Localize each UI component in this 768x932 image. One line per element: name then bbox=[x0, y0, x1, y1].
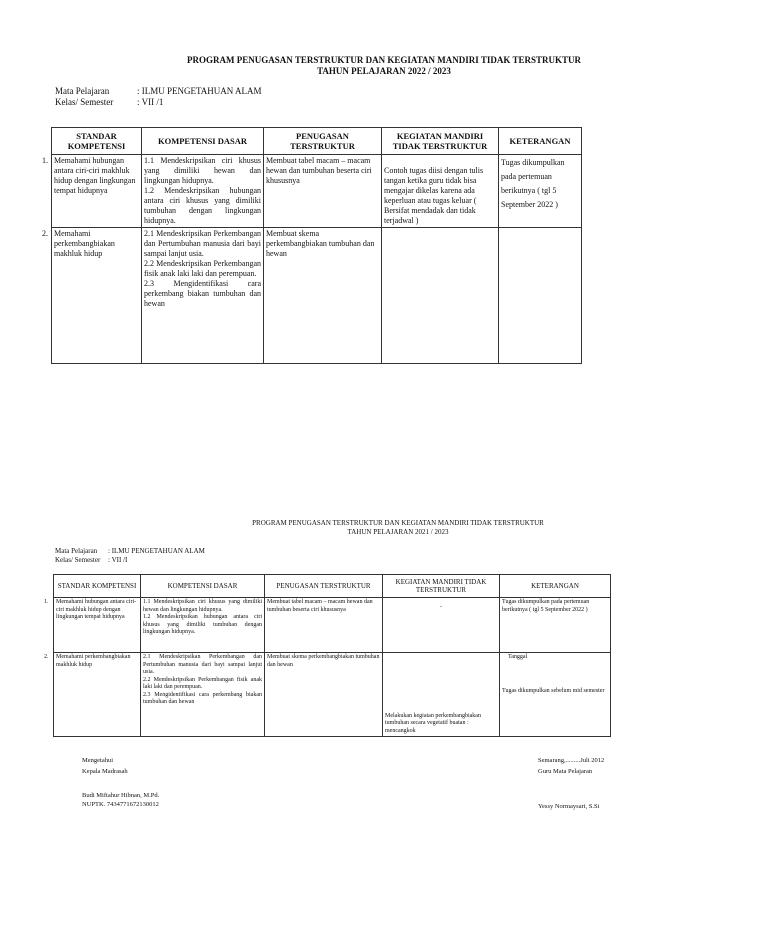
cell-sk bbox=[42, 228, 142, 364]
sk-text: Memahami perkembangbiakan makhluk hidup bbox=[56, 654, 131, 668]
cell-mandiri bbox=[382, 155, 499, 228]
mapel-label: Mata Pelajaran bbox=[55, 86, 110, 96]
table-header-row bbox=[54, 575, 611, 598]
mandiri-text: Contoh tugas diisi dengan tulis tangan ketika guru tidak bisa mengajar dikelas karena ada keperluan atau tugas keluar ( Bersifat mendadak dan tidak terjadwal ) bbox=[384, 166, 484, 225]
kelas-label: Kelas/ Semester bbox=[55, 97, 114, 107]
cell-sk bbox=[42, 155, 142, 228]
cell-keterangan bbox=[499, 228, 582, 364]
cell-sk bbox=[44, 653, 141, 737]
table-row bbox=[54, 653, 611, 737]
kd-item: 1.2 Mendeskripsikan hubungan antara ciri khusus yang dimiliki tumbuhan dengan lingkungan hidupnya. bbox=[143, 614, 262, 635]
cell-tugas: Membuat tabel macam – macam hewan dan tumbuhan beserta ciri khususnya bbox=[264, 155, 382, 228]
cell-sk bbox=[44, 598, 141, 653]
sig-right-line2: Guru Mata Pelajaran bbox=[538, 768, 593, 775]
keterangan-date: Tanggal bbox=[508, 654, 528, 660]
kelas-label: Kelas/ Semester bbox=[55, 556, 101, 564]
doc1-title bbox=[0, 55, 768, 77]
header-standar-kompetensi: STANDAR KOMPETENSI bbox=[52, 128, 142, 155]
cell-kd bbox=[141, 598, 265, 653]
kd-item: 2.3 Mengidentifikasi cara perkembang biakan tumbuhan dan hewan bbox=[143, 691, 262, 705]
doc2-title-line2: TAHUN PELAJARAN 2021 / 2023 bbox=[347, 528, 449, 536]
sk-text: Memahami hubungan antara ciri-ciri makhluk hidup dengan lingkungan tempat hidupnya bbox=[56, 599, 137, 620]
cell-tugas: Membuat skema perkembangbiakan tumbuhan dan hewan bbox=[265, 653, 383, 737]
keterangan-text: Tugas dikumpulkan sebelum mid semester bbox=[502, 687, 605, 694]
row-number: 2. bbox=[44, 654, 49, 660]
doc2-title bbox=[0, 519, 768, 537]
header-keterangan: KETERANGAN bbox=[500, 575, 611, 598]
header-penugasan-terstruktur: PENUGASAN TERSTRUKTUR bbox=[264, 128, 382, 155]
header-standar-kompetensi: STANDAR KOMPETENSI bbox=[54, 575, 141, 598]
doc2-meta bbox=[55, 547, 205, 565]
cell-kd bbox=[142, 155, 264, 228]
sig-right-line1: Semarang,.........Juli 2012 bbox=[538, 757, 605, 764]
mapel-label: Mata Pelajaran bbox=[55, 547, 98, 555]
kd-item: 2.1 Mendeskripsikan Perkembangan dan Pertumbuhan manusia dari bayi sampai lanjut usia. bbox=[144, 229, 261, 258]
row-number: 2. bbox=[42, 229, 48, 238]
header-kompetensi-dasar: KOMPETENSI DASAR bbox=[142, 128, 264, 155]
cell-mandiri: - bbox=[383, 598, 500, 653]
sk-text: Memahami perkembangbiakan makhluk hidup bbox=[54, 229, 115, 258]
kelas-value: : VII /1 bbox=[137, 97, 164, 107]
kd-item: 2.2 Mendeskripsikan Perkembangan fisik anak laki laki dan perempuan. bbox=[144, 259, 261, 278]
kd-item: 2.2 Mendeskripsikan Perkembangan fisik anak laki laki dan perempuan. bbox=[143, 676, 262, 690]
sk-text: Memahami hubungan antara ciri-ciri makhluk hidup dengan lingkungan tempat hidupnya bbox=[54, 156, 136, 195]
doc1-table bbox=[42, 127, 582, 364]
header-kegiatan-mandiri: KEGIATAN MANDIRI TIDAK TERSTRUKTUR bbox=[383, 575, 500, 598]
table-header-row bbox=[52, 128, 582, 155]
sig-left-name: Budi Miftahur Hibnan, M.Pd. bbox=[82, 792, 160, 799]
doc1-title-line1: PROGRAM PENUGASAN TERSTRUKTUR DAN KEGIATAN MANDIRI TIDAK TERSTRUKTUR bbox=[187, 55, 581, 65]
cell-kd bbox=[142, 228, 264, 364]
cell-keterangan: Tugas dikumpulkan pada pertemuan berikutnya ( tgl 5 September 2022 ) bbox=[499, 155, 582, 228]
row-number: 1. bbox=[44, 599, 49, 605]
doc2-table bbox=[44, 574, 611, 737]
cell-tugas: Membuat tabel macam – macam hewan dan tumbuhan beserta ciri khususnya bbox=[265, 598, 383, 653]
cell-tugas: Membuat skema perkembangbiakan tumbuhan dan hewan bbox=[264, 228, 382, 364]
sig-left-id: NUPTK. 7434771672130012 bbox=[82, 801, 159, 808]
table-row bbox=[52, 228, 582, 364]
kd-item: 1.1 Mendeskripsikan ciri khusus yang dimiliki hewan dan lingkungan hidupnya. bbox=[143, 599, 262, 613]
header-penugasan-terstruktur: PENUGASAN TERSTRUKTUR bbox=[265, 575, 383, 598]
kd-item: 1.1 Mendeskripsikan ciri khusus yang dimiliki hewan dan lingkungan hidupnya. bbox=[144, 156, 261, 185]
row-number: 1. bbox=[42, 156, 48, 165]
kd-item: 2.3 Mengidentifikasi cara perkembang biakan tumbuhan dan hewan bbox=[144, 279, 261, 308]
sig-left-line2: Kepala Madrasah bbox=[82, 768, 128, 775]
cell-keterangan bbox=[500, 653, 611, 737]
header-kegiatan-mandiri: KEGIATAN MANDIRI TIDAK TERSTRUKTUR bbox=[382, 128, 499, 155]
kelas-value: : VII /I bbox=[108, 556, 128, 564]
mapel-value: : ILMU PENGETAHUAN ALAM bbox=[108, 547, 205, 555]
signature-right bbox=[538, 755, 604, 812]
sig-right-name: Yessy Normaysari, S.Si bbox=[538, 803, 600, 810]
header-keterangan: KETERANGAN bbox=[499, 128, 582, 155]
cell-kd bbox=[141, 653, 265, 737]
cell-mandiri bbox=[382, 228, 499, 364]
mapel-value: : ILMU PENGETAHUAN ALAM bbox=[137, 86, 262, 96]
doc1-meta bbox=[55, 86, 262, 108]
signature-left bbox=[82, 755, 159, 809]
sig-left-line1: Mengetahui bbox=[82, 757, 114, 764]
cell-keterangan: Tugas dikumpulkan pada pertemuan berikutnya ( tgl 5 September 2022 ) bbox=[500, 598, 611, 653]
kd-item: 2.1 Mendeskripsikan Perkembangan dan Pertumbuhan manusia dari bayi sampai lanjut usia. bbox=[143, 654, 262, 675]
table-row bbox=[52, 155, 582, 228]
doc1-title-line2: TAHUN PELAJARAN 2022 / 2023 bbox=[317, 66, 451, 76]
cell-mandiri: Melakukan kegiatan perkembangbiakan tumbuhan secara vegetatif buatan : mencangkok bbox=[383, 653, 500, 737]
table-row bbox=[54, 598, 611, 653]
doc2-title-line1: PROGRAM PENUGASAN TERSTRUKTUR DAN KEGIATAN MANDIRI TIDAK TERSTRUKTUR bbox=[252, 519, 544, 527]
kd-item: 1.2 Mendeskripsikan hubungan antara ciri khusus yang dimiliki tumbuhan dengan lingkungan hidupnya. bbox=[144, 186, 261, 225]
header-kompetensi-dasar: KOMPETENSI DASAR bbox=[141, 575, 265, 598]
